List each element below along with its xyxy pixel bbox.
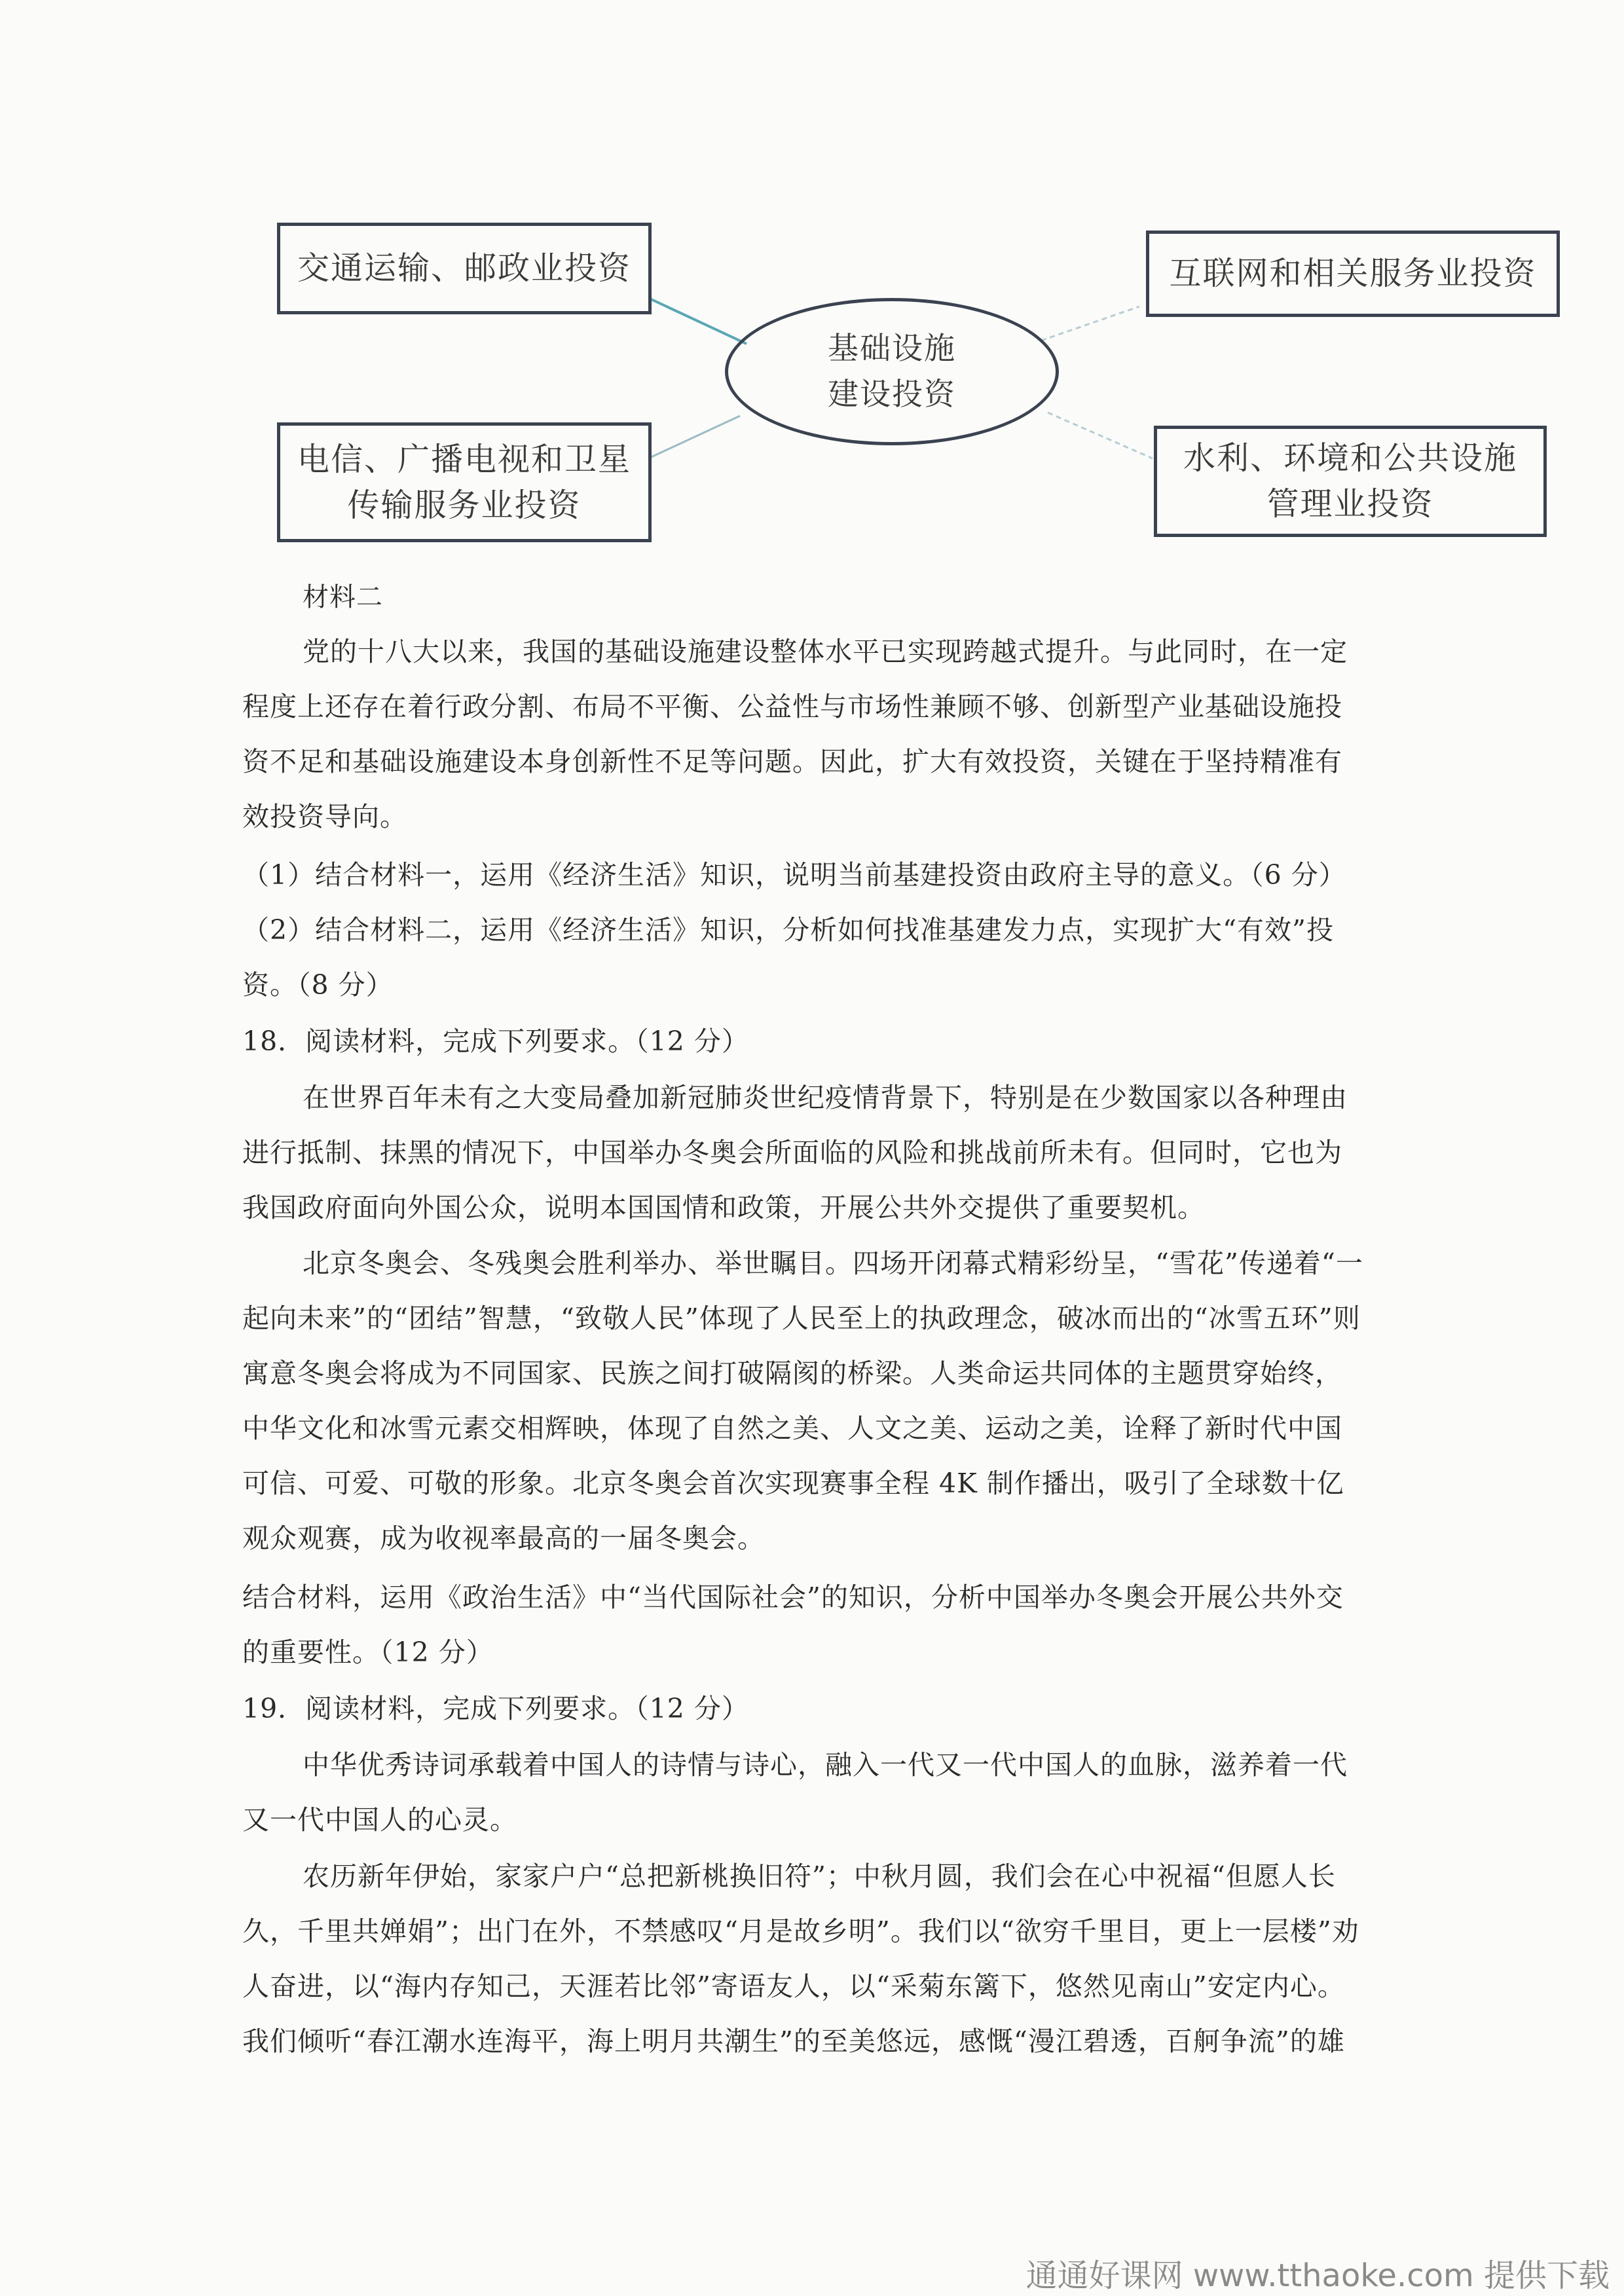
q18-material-line: 在世界百年未有之大变局叠加新冠肺炎世纪疫情背景下，特别是在少数国家以各种理由: [303, 1082, 1348, 1113]
box-transport-label: 交通运输、邮政业投资: [297, 250, 631, 287]
material-2-label: 材料二: [303, 582, 383, 612]
box-water-environment: [1154, 426, 1547, 537]
footer-watermark: 通通好课网 www.tthaoke.com 提供下载: [1025, 2257, 1610, 2294]
material-2-line: 资不足和基础设施建设本身创新性不足等问题。因此，扩大有效投资，关键在于坚持精准有: [242, 746, 1342, 777]
q18-question: 结合材料，运用《政治生活》中“当代国际社会”的知识，分析中国举办冬奥会开展公共外交: [242, 1582, 1344, 1613]
q18-material-line: 寓意冬奥会将成为不同国家、民族之间打破隔阂的桥梁。人类命运共同体的主题贯穿始终，: [242, 1358, 1342, 1389]
q17-sub-question-2: （2）结合材料二，运用《经济生活》知识，分析如何找准基建发力点，实现扩大“有效”投: [242, 914, 1335, 946]
q18-heading: 18．阅读材料，完成下列要求。（12 分）: [242, 1026, 749, 1057]
material-2-line: 党的十八大以来，我国的基础设施建设整体水平已实现跨越式提升。与此同时，在一定: [303, 636, 1348, 667]
box-water-line1: 水利、环境和公共设施: [1183, 439, 1517, 477]
q18-material-line: 北京冬奥会、冬残奥会胜利举办、举世瞩目。四场开闭幕式精彩纷呈，“雪花”传递着“一: [303, 1248, 1363, 1279]
connector-bottom-right: [1048, 413, 1153, 458]
box-telecom-broadcast: [277, 422, 652, 542]
q18-material-line: 我国政府面向外国公众，说明本国国情和政策，开展公共外交提供了重要契机。: [242, 1192, 1205, 1223]
connector-bottom-left: [648, 416, 740, 458]
q19-material-line: 中华优秀诗词承载着中国人的诗情与诗心，融入一代又一代中国人的血脉，滋养着一代: [303, 1749, 1348, 1781]
q18-question-cont: 的重要性。（12 分）: [242, 1637, 494, 1668]
q18-material-line: 进行抵制、抹黑的情况下，中国举办冬奥会所面临的风险和挑战前所未有。但同时，它也为: [242, 1137, 1342, 1168]
box-internet-label: 互联网和相关服务业投资: [1169, 255, 1537, 292]
q18-material-line: 可信、可爱、可敬的形象。北京冬奥会首次实现赛事全程 4K 制作播出，吸引了全球数十亿: [242, 1468, 1344, 1499]
box-transport-postal: [277, 223, 652, 314]
q19-material-line: 农历新年伊始，家家户户“总把新桃换旧符”；中秋月圆，我们会在心中祝福“但愿人长: [303, 1861, 1336, 1892]
q19-material-line: 久，千里共婵娟”；出门在外，不禁感叹“月是故乡明”。我们以“欲穷千里目，更上一层楼”劝: [242, 1916, 1359, 1947]
box-telecom-line2: 传输服务业投资: [347, 486, 581, 524]
q18-material-line: 中华文化和冰雪元素交相辉映，体现了自然之美、人文之美、运动之美，诠释了新时代中国: [242, 1413, 1342, 1444]
q17-sub-question-1: （1）结合材料一，运用《经济生活》知识，说明当前基建投资由政府主导的意义。（6 分）: [242, 859, 1346, 891]
q17-sub-question-2-cont: 资。（8 分）: [242, 969, 394, 1001]
q18-material-line: 观众观赛，成为收视率最高的一届冬奥会。: [242, 1523, 765, 1554]
q19-heading: 19．阅读材料，完成下列要求。（12 分）: [242, 1693, 749, 1724]
center-line2: 建设投资: [828, 376, 956, 413]
q18-material-line: 起向未来”的“团结”智慧，“致敬人民”体现了人民至上的执政理念，破冰而出的“冰雪五环”则: [242, 1303, 1361, 1334]
connector-top-left: [648, 298, 747, 344]
connector-top-right: [1041, 306, 1139, 341]
material-2-line: 效投资导向。: [242, 801, 407, 832]
center-ellipse: [725, 298, 1059, 445]
center-line1: 基础设施: [828, 330, 956, 367]
box-water-line2: 管理业投资: [1266, 485, 1434, 523]
q19-material-line: 又一代中国人的心灵。: [242, 1804, 517, 1836]
q19-material-line: 我们倾听“春江潮水连海平，海上明月共潮生”的至美悠远，感慨“漫江碧透，百舸争流”的雄: [242, 2026, 1345, 2057]
box-internet-services: [1146, 231, 1560, 317]
box-telecom-line1: 电信、广播电视和卫星: [297, 440, 631, 478]
material-2-line: 程度上还存在着行政分割、布局不平衡、公益性与市场性兼顾不够、创新型产业基础设施投: [242, 691, 1342, 722]
q19-material-line: 人奋进，以“海内存知己，天涯若比邻”寄语友人，以“采菊东篱下，悠然见南山”安定内心。: [242, 1971, 1345, 2002]
